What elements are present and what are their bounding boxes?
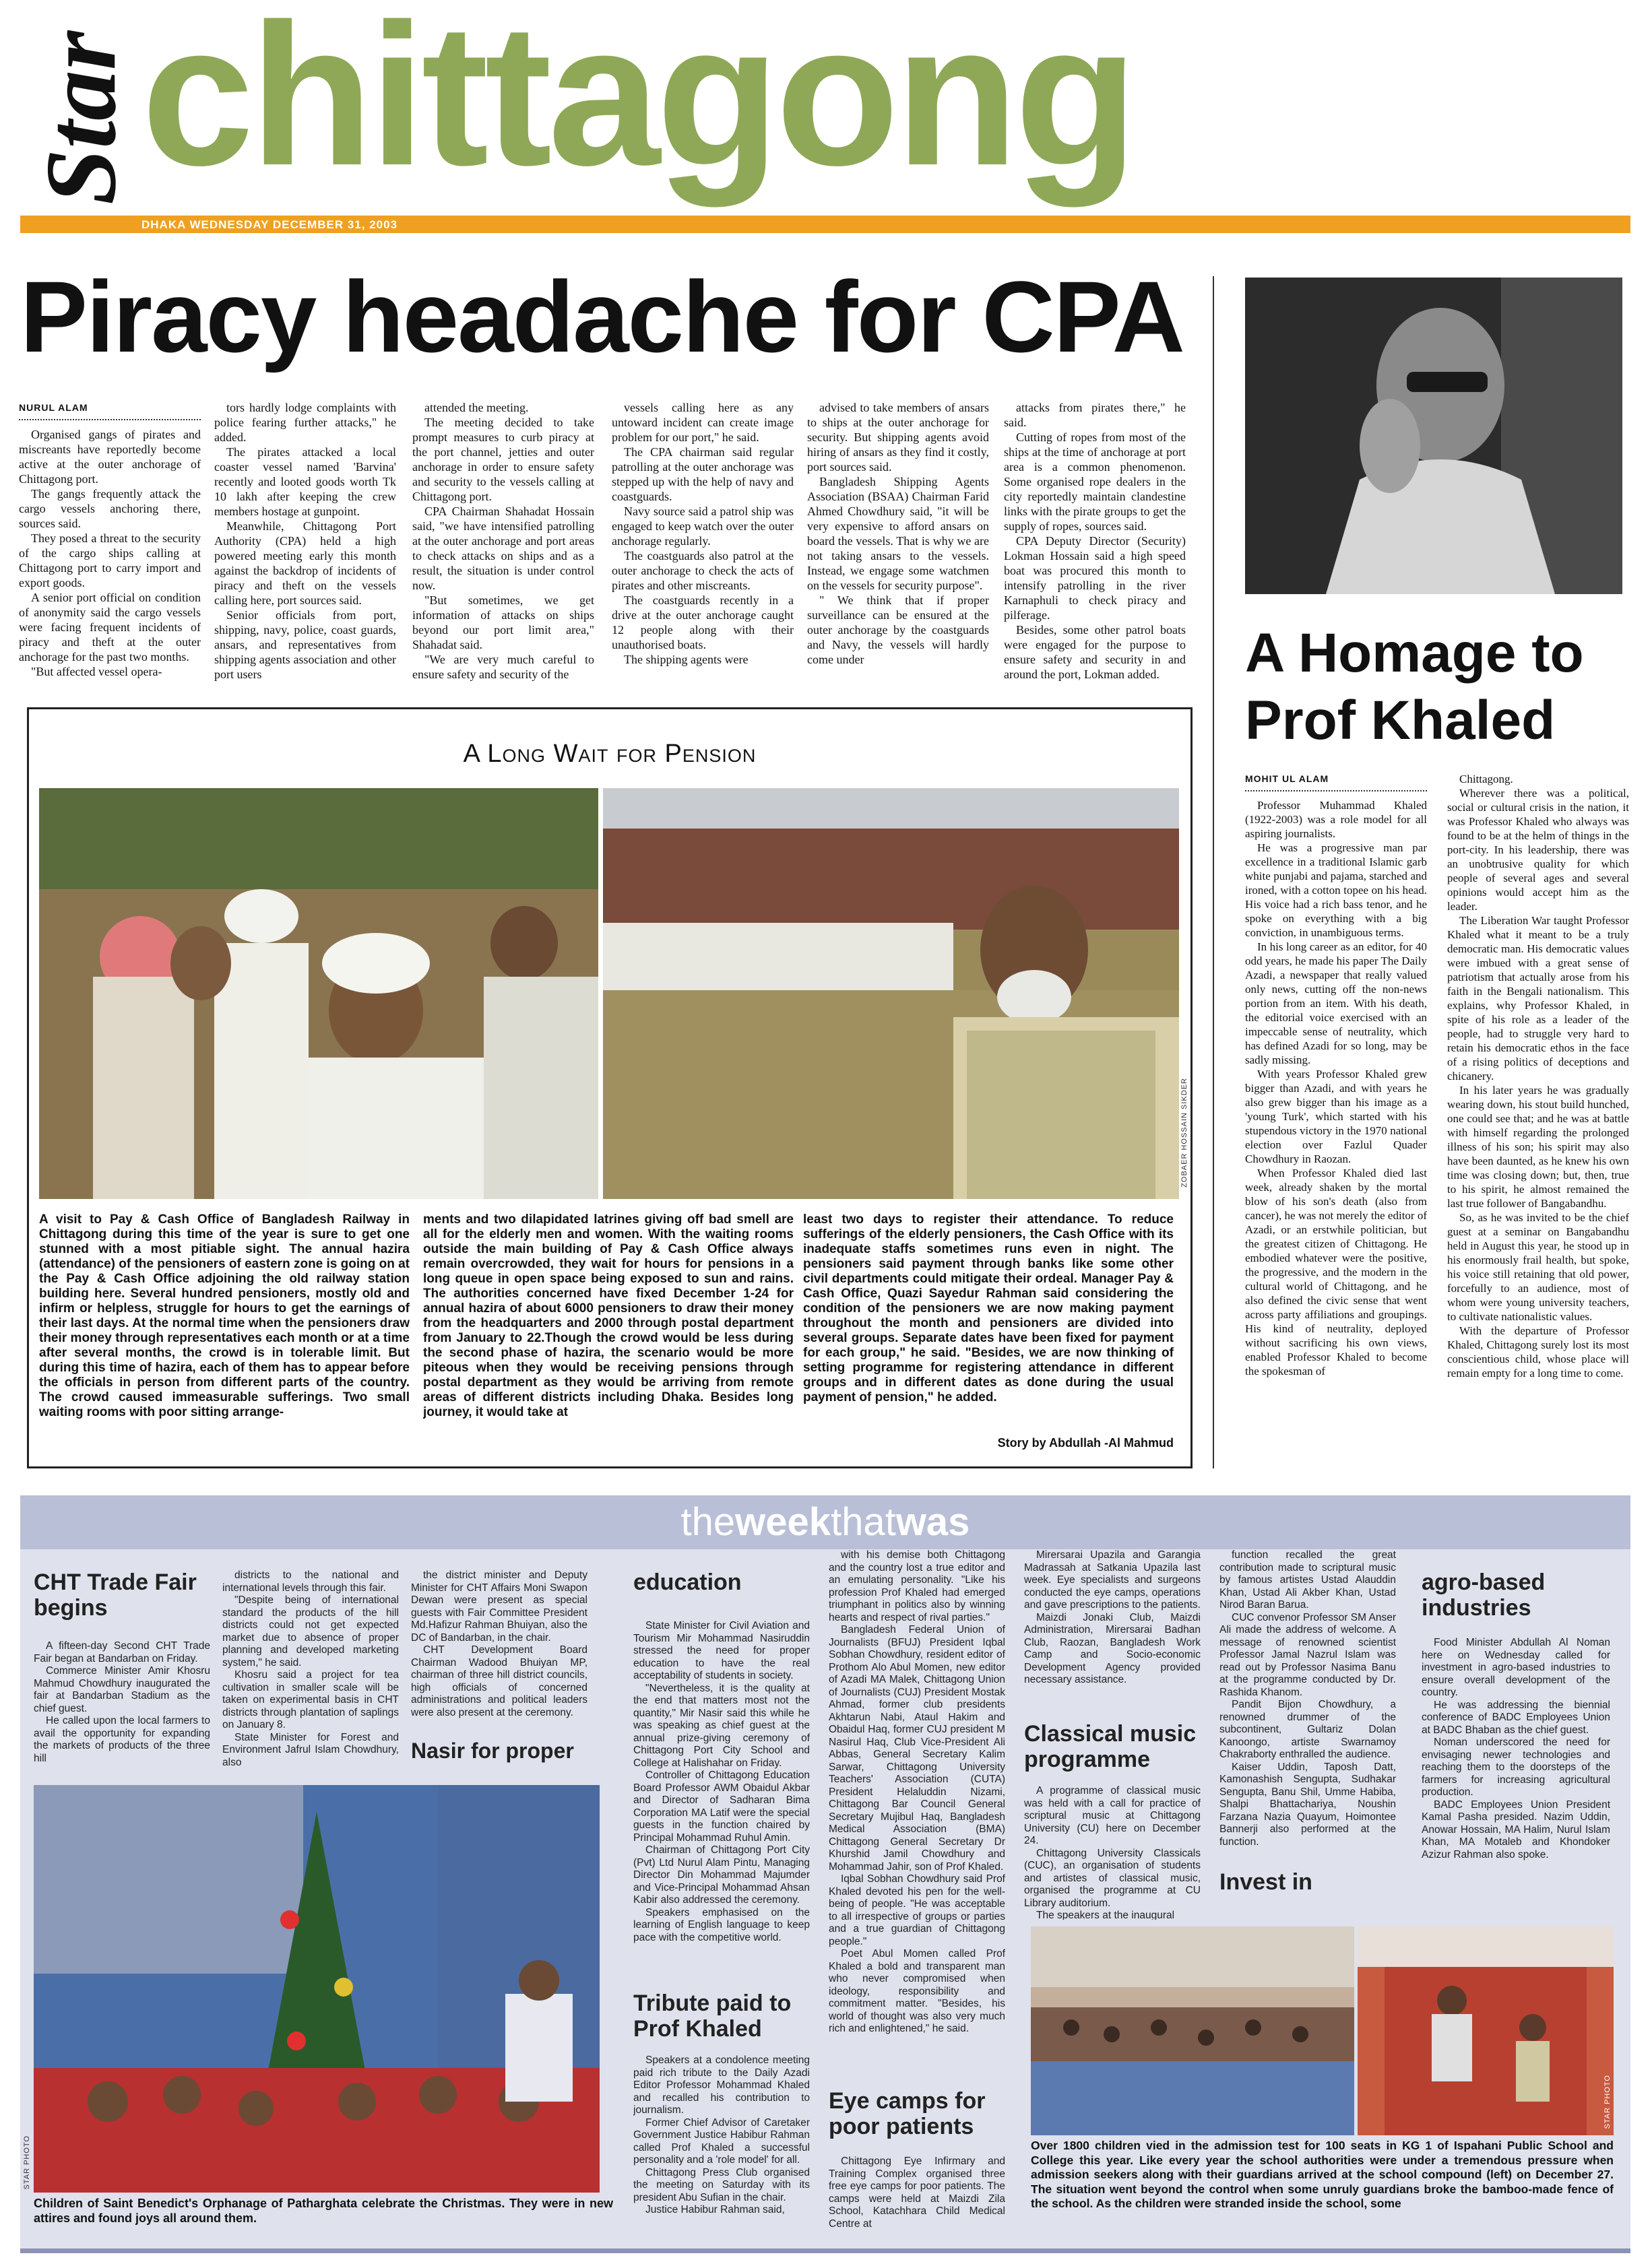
lead-paragraph: vessels calling here as any untoward incident can create image problem for our port," he said. bbox=[612, 401, 794, 444]
lead-paragraph: attacks from pirates there," he said. bbox=[1004, 401, 1186, 429]
lead-col-3-body bbox=[612, 400, 794, 667]
tribute-paragraph: Chittagong Press Club organised the meeting on Saturday with its president Abu Sufian in the chair. bbox=[633, 2166, 810, 2203]
agro-body bbox=[1422, 1637, 1610, 1906]
lead-col-1-body bbox=[214, 400, 396, 682]
lead-paragraph: The coastguards recently in a drive at the outer anchorage caught 12 people along with their unauthorised boats. bbox=[612, 593, 794, 651]
education-paragraph: "Nevertheless, it is the quality at the end that matters most not the quantity," Mir Nasir said this while he was speaking as chief guest at the annual prize-giving ceremony of Chittagong Port City School and College at Halishahar on Friday. bbox=[633, 1682, 810, 1769]
lead-paragraph: The gangs frequently attack the cargo vessels anchoring there, sources said. bbox=[19, 487, 201, 530]
lead-col-4-body bbox=[807, 400, 989, 667]
orphanage-photo bbox=[34, 1785, 600, 2193]
pension-col-0: A visit to Pay & Cash Office of Bangladesh Railway in Chittagong during this time of the year is sure to get one stunned with a most pitiable sight. The annual hazira (attendance) of the pensioners of eastern zone is going on at the Pay & Cash Office adjoining the old railway station building here. Several hundred pensioners, mostly old and infirm or helpless, struggle for hours to get the earnings of their last days. At the normal time when the pensioners draw their money through representatives each month or at a time after several months, the crowd is in tolerable limit. But during this time of hazira, each of them has to appear before the officials in person from different parts of the country. The crowd caused immeasurable sufferings. Two small waiting rooms with poor sitting arrange- bbox=[39, 1212, 410, 1419]
lead-paragraph: A senior port official on condition of anonymity said the cargo vessels were facing frequent incidents of piracy and theft at the outer anchorage for the past two months. bbox=[19, 591, 201, 663]
homage-col-1-body bbox=[1447, 772, 1629, 1380]
eye-body-text bbox=[829, 2156, 1005, 2230]
eye-paragraph: Mirersarai Upazila and Garangia Madrassah at Satkania Upazila last week. Eye specialists and surgeons conducted the eye camps, operations and gave prescriptions to the patients. bbox=[1024, 1549, 1201, 1611]
lead-col-3 bbox=[612, 400, 794, 696]
banner-week: week bbox=[735, 1500, 831, 1544]
lead-col-0-body bbox=[19, 427, 201, 679]
cht-title: CHT Trade Fair begins bbox=[34, 1569, 197, 1621]
agro-paragraph: He was addressing the biennial conference of BADC Employees Union at BADC Bhaban as the chief guest. bbox=[1422, 1699, 1610, 1736]
lead-paragraph: The shipping agents were bbox=[624, 653, 749, 666]
lead-paragraph: "We are very much careful to ensure safety and security of the bbox=[412, 653, 594, 681]
agro-paragraph: BADC Employees Union President Kamal Pasha presided. Nazim Uddin, Anowar Hossain, MA Halim, Nurul Islam Khan, MA Motaleb and Khondoker Azizur Rahman also spoke. bbox=[1422, 1799, 1610, 1860]
school-caption: Over 1800 children vied in the admission test for 100 seats in KG 1 of Ispahani Public School and College this year. Like every year the school authorities were under a tremendous pressure when admission seekers along with their guardians arrived at the school compound (left) on December 27. The situation went beyond the control when some unruly guardians broke the bamboo-made fence of the school. As the children were stranded inside the school, some bbox=[1031, 2139, 1614, 2210]
classical-paragraph: Pandit Bijon Chowdhury, a renowned drummer of the subcontinent, Gultariz Dolan Kanoongo, artiste Swarnamoy Chakraborty enthralled the audience. bbox=[1219, 1699, 1396, 1760]
classical-paragraph: The speakers at the inaugural bbox=[1036, 1910, 1175, 1920]
classical-paragraph: A programme of classical music was held with a call for practice of scriptural music at Chittagong University (CU) here on December 24. bbox=[1024, 1785, 1201, 1846]
cht-paragraph: Khosru said a project for tea cultivation in smaller scale will be taken on experimental basis in CHT districts through plantation of saplings on January 8. bbox=[222, 1669, 399, 1730]
tribute-paragraph: Bangladesh Federal Union of Journalists (BFUJ) President Iqbal Sobhan Chowdhury, resident editor of Prothom Alo Abul Momen, new editor of Azadi MA Malek, Chittagong Union of Journalists (CUJ) President Mostak Ahmad, former club presidents Akhtarun Nabi, Ataul Hakim and Obaidul Haq, former CUJ president M Nasirul Haq, Club Vice-President Ali Abbas, General Secretary Kalim Sarwar, Chittagong University Teachers' Association (CUTA) President Helaluddin Nizami, Chittagong Bar Council General Secretary Mujibul Haq, Bangladesh Medical Association (BMA) Chittagong General Secretary Dr Khurshid Jamil Chowdhury and Mohammad Jahir, son of Prof Khaled. bbox=[829, 1624, 1005, 1873]
lead-paragraph: Cutting of ropes from most of the ships at the time of anchorage at port area is a common phenomenon. Some organised rope dealers in the city reportedly maintain clandestine links with the pirate groups to get the supply of ropes, sources said. bbox=[1004, 430, 1186, 533]
homage-paragraph: Wherever there was a political, social or cultural crisis in the nation, it was Professor Khaled who always was found to be at the helm of things in the port-city. In his leadership, there was an unobtrusive quality for which people of several ages and several opinions would accept him as the leader. bbox=[1447, 787, 1629, 913]
cht-paragraph: the district minister and Deputy Minister for CHT Affairs Moni Swapon Dewan were present as special guests with Fair Committee President Md.Hafizur Rahman Bhuiyan, also the DC of Bandarban, in the chair. bbox=[411, 1569, 587, 1644]
week-banner-title bbox=[20, 1495, 1630, 1549]
classical-paragraph: Chittagong University Classicals (CUC), an organisation of students and artistes of classical music, organised the programme at CU Library auditorium. bbox=[1024, 1847, 1201, 1909]
lead-paragraph: They posed a threat to the security of the cargo ships calling at Chittagong port to carry import and export goods. bbox=[19, 531, 201, 589]
classical-body-2 bbox=[1219, 1549, 1396, 1866]
lead-headline: Piracy headache for CPA bbox=[20, 260, 1184, 373]
tribute-paragraph: Former Chief Advisor of Caretaker Government Justice Habibur Rahman called Prof Khaled a successful personality and a 'role model' for all. bbox=[633, 2116, 810, 2166]
tribute-body-2 bbox=[829, 1549, 1005, 2081]
lead-paragraph: Senior officials from port, shipping, navy, police, coast guards, ansars, and representatives from shipping agents association and other port users bbox=[214, 608, 396, 681]
education-paragraph: State Minister for Civil Aviation and Tourism Mir Mohammad Nasiruddin stressed the need for proper education to have the real acceptability of students in society. bbox=[633, 1620, 810, 1681]
education-paragraph: Controller of Chittagong Education Board Professor AWM Obaidul Akbar and Director of Sadharan Bima Corporation MA Latif were the special guests in the function chaired by Principal Mohammad Ruhul Amin. bbox=[633, 1770, 810, 1844]
classical-paragraph: CUC convenor Professor SM Anser Ali made the address of welcome. A message of renowned scientist Professor Jamal Nazrul Islam was read out by Professor Nasima Banu at the programme conducted by Dr. Rashida Khanom. bbox=[1219, 1611, 1396, 1698]
cht-paragraph: CHT Development Board Chairman Wadood Bhuiyan MP, chairman of three hill district councils, high officials of concerned administrations and political leaders were also present at the ceremony. bbox=[411, 1644, 587, 1718]
lead-paragraph: The coastguards also patrol at the outer anchorage to check the acts of pirates and other miscreants. bbox=[612, 549, 794, 592]
eye-body-2-text bbox=[1024, 1549, 1201, 1687]
cht-body-3 bbox=[411, 1569, 587, 1738]
homage-paragraph: So, as he was invited to be the chief guest at a seminar on Bangabandhu held in August this year, he stood up in his enormously frail health, but spoke, his voice still retaining that old power, forcefully to an audience, most of whom were young university teachers, to cultivate nationalistic values. bbox=[1447, 1211, 1629, 1323]
homage-paragraph: Professor Muhammad Khaled (1922-2003) was a role model for all aspiring journalists. bbox=[1245, 799, 1427, 840]
lead-col-2 bbox=[412, 400, 594, 696]
tribute-body-2-text bbox=[829, 1549, 1005, 2036]
byline-divider bbox=[19, 419, 201, 420]
star-logo bbox=[20, 17, 141, 219]
cht-paragraph: State Minister for Forest and Environment Jafrul Islam Chowdhury, also bbox=[222, 1731, 399, 1768]
homage-paragraph: With years Professor Khaled grew bigger than Azadi, and with years he also grew bigger than his image as a 'young Turk', which started with his stupendous victory in the 1970 national election over Fazlul Quader Chowdhury in Raozan. bbox=[1245, 1068, 1427, 1165]
agro-body-text bbox=[1422, 1637, 1610, 1861]
homage-byline: MOHIT UL ALAM bbox=[1245, 773, 1329, 784]
lead-paragraph: Besides, some other patrol boats were engaged for the purpose to ensure safety and security in and around the port, Lokman added. bbox=[1004, 623, 1186, 681]
lead-byline: NURUL ALAM bbox=[19, 402, 88, 413]
lead-col-4 bbox=[807, 400, 989, 696]
masthead-title: chittagong bbox=[141, 0, 1135, 207]
lead-paragraph: The pirates attacked a local coaster vessel named 'Barvina' recently and looted goods worth Tk 10 lakh after keeping the crew members hostage at gunpoint. bbox=[214, 445, 396, 518]
pension-col-1: ments and two dilapidated latrines giving off bad smell are all for the elderly men and women. With the waiting rooms outside the main building of Pay & Cash Office always remain overcrowded, they wait for hours for pensions in a long queue in open space being exposed to sun and rains. The authorities concerned have fixed December 1-24 for annual hazira of about 6000 pensioners to draw their money from the headquarters and 2000 through postal department from January to 22.Though the crowd would be less during the second phase of hazira, the scenario would be more piteous when they would be receiving pensions through postal department as they would be arriving from remote areas of different districts including Dhaka. Besides long journey, it would take at bbox=[423, 1212, 794, 1419]
agro-paragraph: Food Minister Abdullah Al Noman here on Wednesday called for investment in agro-based industries to ensure overall development of the country. bbox=[1422, 1637, 1610, 1698]
homage-paragraph: Chittagong. bbox=[1459, 773, 1513, 785]
tribute-paragraph: with his demise both Chittagong and the country lost a true editor and an emulating personality. "Like his profession Prof Khaled had emerged triumphant in politics also by winning hearts and respect of rival parties." bbox=[829, 1549, 1005, 1623]
eye-paragraph: Chittagong Eye Infirmary and Training Complex organised three free eye camps for poor patients. The camps were held at Maizdi Zila School, Katachhara Child Medical Centre at bbox=[829, 2156, 1005, 2230]
orphanage-photo-art bbox=[34, 1785, 600, 2193]
education-body-text bbox=[633, 1620, 810, 1944]
cht-body-3-text bbox=[411, 1569, 587, 1719]
tribute-paragraph: Justice Habibur Rahman said, bbox=[645, 2204, 785, 2215]
cht-paragraph: He called upon the local farmers to avail the opportunity for expanding the markets of products of the three hill bbox=[34, 1715, 210, 1764]
agro-title: agro-based industries bbox=[1422, 1569, 1546, 1621]
education-body bbox=[633, 1620, 810, 1987]
lead-paragraph: "But affected vessel opera- bbox=[31, 665, 162, 678]
school-star-photo: STAR PHOTO bbox=[1603, 2075, 1612, 2129]
lead-col-2-body bbox=[412, 400, 594, 682]
homage-col-0 bbox=[1245, 772, 1427, 1466]
column-rule bbox=[1213, 276, 1214, 1468]
eye-body-2 bbox=[1024, 1549, 1201, 1718]
tribute-title: Tribute paid to Prof Khaled bbox=[633, 1990, 792, 2042]
pension-title: A Long Wait for Pension bbox=[463, 740, 757, 768]
tribute-paragraph: Speakers at a condolence meeting paid rich tribute to the Daily Azadi Editor Professor Mohammad Khaled and recalled his contribution to journalism. bbox=[633, 2054, 810, 2116]
orphanage-star-photo: STAR PHOTO bbox=[23, 2135, 31, 2190]
school-crowd-photo bbox=[1031, 1926, 1354, 2135]
lead-paragraph: The CPA chairman said regular patrolling at the outer anchorage was stepped up with the help of navy and coastguards. bbox=[612, 445, 794, 503]
pensioners-photo-left bbox=[39, 788, 598, 1199]
pension-photo-credit: ZOBAER HOSSAIN SIKDER bbox=[1180, 1078, 1188, 1188]
cht-paragraph: A fifteen-day Second CHT Trade Fair began at Bandarban on Friday. bbox=[34, 1640, 210, 1664]
tribute-paragraph: Poet Abul Momen called Prof Khaled a bold and transparent man who never compromised when ideology, responsibility and commitment matter. "Besides, his world of thought was also very much rich and enlightened," he said. bbox=[829, 1948, 1005, 2034]
classical-title: Classical music programme bbox=[1024, 1721, 1197, 1772]
homage-headline: A Homage to Prof Khaled bbox=[1245, 622, 1584, 751]
classical-paragraph: function recalled the great contribution made to scriptural music by famous artistes Ustad Alauddin Khan, Ustad Ali Akber Khan, Ustad Nirod Baran Barua. bbox=[1219, 1549, 1396, 1611]
invest-head: Invest in bbox=[1219, 1869, 1312, 1895]
star-logo-text: Star bbox=[25, 30, 137, 205]
pension-col-2: least two days to register their attendance. To reduce sufferings of the elderly pensioners, the Cash Office with its inadequate staffs sometimes runs even in night. The pensioners said payment through banks like some other civil departments could mitigate their ordeal. Manager Pay & Cash Office, Quazi Sayedur Rahman said considering the condition of the pensioners we are now making payment throughout the month and pensioners are divided into several groups. Separate dates have been fixed for payment for each group," he said. "Besides, we are now thinking of setting programme for registering attendance in different groups and in different dates as done during the usual payment of pension," he added. bbox=[803, 1212, 1174, 1404]
eye-title: Eye camps for poor patients bbox=[829, 2088, 986, 2139]
week-banner bbox=[20, 1495, 1630, 1549]
homage-paragraph: In his long career as an editor, for 40 odd years, he made his paper The Daily Azadi, a newspaper that really valued only news, cutting off the non-news portion from an item. With his death, the editorial voice exercised with an impeccable sense of neutrality, which has defined Azadi for so long, may be sadly missing. bbox=[1245, 940, 1427, 1066]
classical-paragraph: Kaiser Uddin, Taposh Datt, Kamonashish Sengupta, Sudhakar Sengupta, Banu Shil, Umme Habiba, Shalpi Bhattachariya, Noushin Farzana Nazia Quayum, Hoimontee Bannerji also performed at the function. bbox=[1219, 1761, 1396, 1848]
pensioners-photo-left-art bbox=[39, 788, 598, 1199]
lead-paragraph: " We think that if proper surveillance can be ensured at the outer anchorage by the coastguards and Navy, the vessels will hardly come under bbox=[807, 593, 989, 666]
eye-body bbox=[829, 2156, 1005, 2243]
prof-khaled-photo-art bbox=[1245, 278, 1622, 594]
banner-that: that bbox=[831, 1500, 896, 1544]
school-fence-photo-art bbox=[1358, 1926, 1614, 2135]
lead-paragraph: Meanwhile, Chittagong Port Authority (CPA) held a high powered meeting early this month against the backdrop of incidents of piracy and theft on the vessels calling here, port sources said. bbox=[214, 519, 396, 607]
education-paragraph: Speakers emphasised on the learning of English language to keep pace with the competitive world. bbox=[633, 1906, 810, 1943]
nasir-head: Nasir for proper bbox=[411, 1739, 574, 1763]
pensioners-photo-right-art bbox=[603, 788, 1179, 1199]
lead-col-1 bbox=[214, 400, 396, 696]
tribute-paragraph: Iqbal Sobhan Chowdhury said Prof Khaled devoted his pen for the well-being of people. "He was acceptable to all irrespective of groups or parties and a true guardian of Chittagong people." bbox=[829, 1873, 1005, 1947]
cht-paragraph: "Despite being of international standard the products of the hill districts could not get expected market due to absence of proper planning and developed marketing system," he said. bbox=[222, 1594, 399, 1668]
classical-body bbox=[1024, 1785, 1201, 1920]
orphanage-caption: Children of Saint Benedict's Orphanage of Patharghata celebrate the Christmas. They were in new attires and found joys all around them. bbox=[34, 2197, 613, 2225]
pension-story-by: Story by Abdullah -Al Mahmud bbox=[997, 1436, 1174, 1450]
lead-col-0 bbox=[19, 400, 201, 696]
homage-paragraph: He was a progressive man par excellence in a traditional Islamic garb white punjabi and pajama, starched and ironed, with a cotton topee on his head. His voice had a rich bass tenor, and he spoke on everything with a big conviction, in unambiguous terms. bbox=[1245, 841, 1427, 939]
masthead bbox=[0, 0, 1652, 242]
classical-body-text bbox=[1024, 1785, 1201, 1920]
lead-paragraph: The meeting decided to take prompt measures to curb piracy at the port channel, jetties and outer anchorage in order to ensure safety and security to the vessels calling at Chittagong port. bbox=[412, 416, 594, 503]
homage-col-1 bbox=[1447, 772, 1629, 1466]
lead-paragraph: CPA Deputy Director (Security) Lokman Hossain said a high speed boat was procured this month to intensify patrolling in the river Karnaphuli to check piracy and pilferage. bbox=[1004, 534, 1186, 622]
classical-body-2-text bbox=[1219, 1549, 1396, 1848]
homage-paragraph: In his later years he was gradually wearing down, his stout build hunched, one could see that; and he was at battle with himself regarding the prolonged illness of his son; his spirit may also have been daunted, as he knew his own time was closing down; but, then, true to his spirit, he almost remained the last true follower of Bangabandhu. bbox=[1447, 1084, 1629, 1210]
tribute-body bbox=[633, 2054, 810, 2243]
lead-paragraph: advised to take members of ansars to ships at the outer anchorage for security. But shipping agents avoid hiring of ansars as they find it costly, port sources said. bbox=[807, 401, 989, 474]
week-bottom-rule bbox=[20, 2248, 1630, 2253]
cht-paragraph: districts to the national and international levels through this fair. bbox=[222, 1569, 399, 1594]
banner-was: was bbox=[895, 1500, 970, 1544]
cht-paragraph: Commerce Minister Amir Khosru Mahmud Chowdhury inaugurated the fair at Bandarban Stadium as the chief guest. bbox=[34, 1665, 210, 1714]
cht-body-2 bbox=[222, 1569, 399, 1778]
tribute-body-text bbox=[633, 2054, 810, 2217]
prof-khaled-photo bbox=[1245, 278, 1622, 594]
pensioners-photo-right bbox=[603, 788, 1179, 1199]
lead-paragraph: Bangladesh Shipping Agents Association (BSAA) Chairman Farid Ahmed Chowdhury said, "it will be very expensive to afford ansars on board the vessels. That is why we are not taking ansars to the vessels. Instead, we engage some watchmen on the vessels for security purpose". bbox=[807, 475, 989, 592]
lead-paragraph: Navy source said a patrol ship was engaged to keep watch over the outer anchorage regularly. bbox=[612, 505, 794, 548]
lead-paragraph: CPA Chairman Shahadat Hossain said, "we have intensified patrolling at the outer anchorage and port areas to check attacks on ships and as a result, the situation is under control now. bbox=[412, 505, 594, 592]
lead-col-5 bbox=[1004, 400, 1186, 696]
education-title: education bbox=[633, 1569, 742, 1595]
cht-body-2-text bbox=[222, 1569, 399, 1769]
lead-paragraph: "But sometimes, we get information of attacks on ships beyond our port limit area," Shahadat said. bbox=[412, 593, 594, 651]
agro-paragraph: Noman underscored the need for envisaging newer technologies and reaching them to the doorsteps of the farmers for increasing agricultural production. bbox=[1422, 1737, 1610, 1798]
homage-paragraph: The Liberation War taught Professor Khaled what it meant to be a truly democratic man. His democratic values were imbued with a great sense of patriotism that actually arose from his faith in the Bengali nationalism. This explains, why Professor Khaled, in spite of his role as a leader of the people, had to struggle very hard to retain his democratic ethos in the face of a rising politics of deceptions and chicanery. bbox=[1447, 914, 1629, 1082]
homage-paragraph: When Professor Khaled died last week, already shaken by the mortal blow of his son's death (also from cancer), he was not merely the editor of Azadi, or an erstwhile politician, but the greatest citizen of Chittagong. He embodied whatever were the positive, the progressive, and the modern in the cultural world of Chittagong, and he also defined the civic sense that went across party affiliations and groupings. His kind of neutrality, deployed without sacrificing his own views, enabled Professor Khaled to become the spokesman of bbox=[1245, 1167, 1427, 1378]
school-crowd-photo-art bbox=[1031, 1926, 1354, 2135]
school-fence-photo bbox=[1358, 1926, 1614, 2135]
lead-paragraph: tors hardly lodge complaints with police fearing further attacks," he added. bbox=[214, 401, 396, 444]
byline-divider bbox=[1245, 790, 1427, 791]
homage-paragraph: With the departure of Professor Khaled, Chittagong surely lost its most conscientious child, whose place will remain empty for a long time to come. bbox=[1447, 1324, 1629, 1380]
eye-paragraph: Maizdi Jonaki Club, Maizdi Administration, Mirersarai Badhan Club, Raozan, Bangladesh Work Camp and Socio-economic Development Agency provided necessary assistance. bbox=[1024, 1611, 1201, 1685]
lead-paragraph: Organised gangs of pirates and miscreants have reportedly become active at the outer anchorage of Chittagong port. bbox=[19, 428, 201, 486]
cht-body-text bbox=[34, 1640, 210, 1765]
lead-col-5-body bbox=[1004, 400, 1186, 682]
dateline: DHAKA WEDNESDAY DECEMBER 31, 2003 bbox=[141, 218, 398, 231]
banner-the: the bbox=[680, 1500, 736, 1544]
cht-body bbox=[34, 1640, 210, 1782]
education-paragraph: Chairman of Chittagong Port City (Pvt) Ltd Nurul Alam Pintu, Managing Director Din Mohammad Majumder and Vice-Principal Mohammad Ahsan Kabir also addressed the ceremony. bbox=[633, 1844, 810, 1906]
lead-paragraph: attended the meeting. bbox=[424, 401, 529, 414]
homage-col-0-body bbox=[1245, 798, 1427, 1378]
